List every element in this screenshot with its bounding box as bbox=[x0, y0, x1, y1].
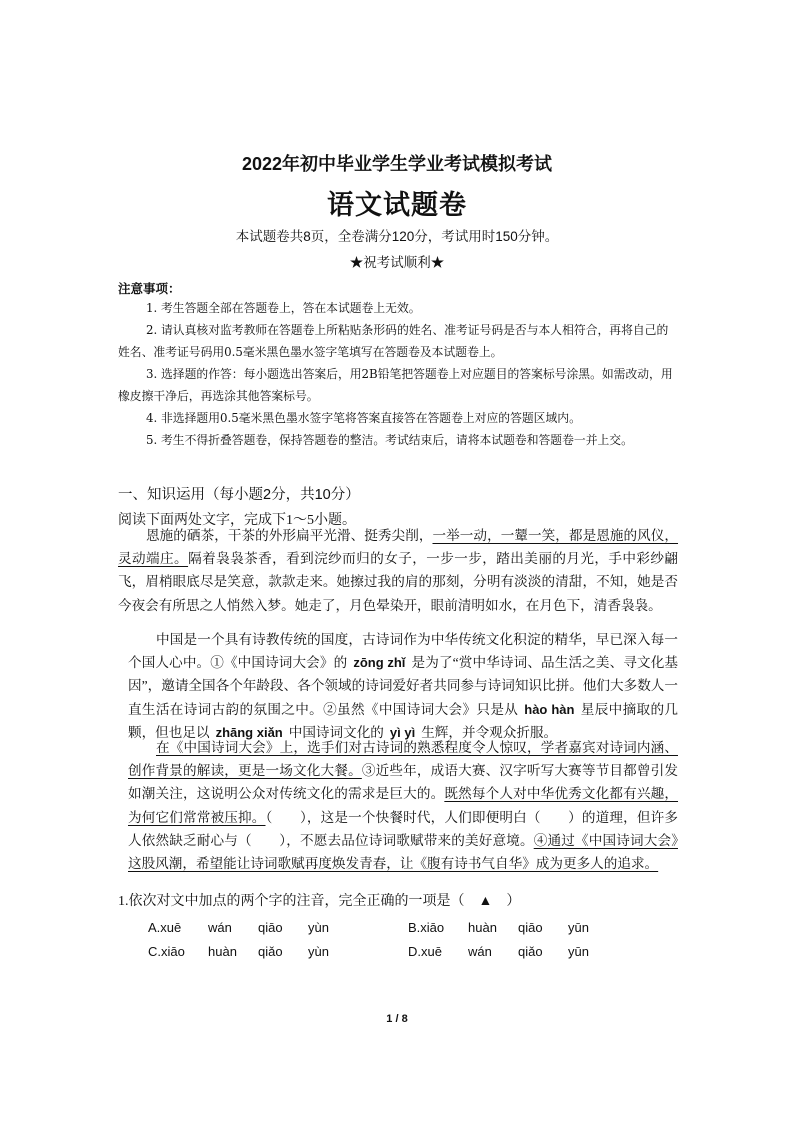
underlined-sentence: 既然每个人对中华优秀文化都有兴趣，为何它们常常被压抑。 bbox=[128, 786, 679, 825]
option-a[interactable] bbox=[148, 916, 408, 940]
notice-item: 3. 选择题的作答：每小题选出答案后，用2B铅笔把答题卷上对应题目的答案标号涂黑。如需改动，用橡皮擦干净后，再选涂其他答案标号。 bbox=[118, 367, 673, 403]
subject-title: 语文试题卷 bbox=[327, 190, 467, 221]
option-label: C.xiāo bbox=[148, 944, 185, 959]
option-label: A.xuē bbox=[148, 920, 182, 935]
passage-text: 生辉，并令观众折服。 bbox=[421, 724, 558, 740]
notice-heading: 注意事项： bbox=[118, 282, 181, 296]
notice-item: 5. 考生不得折叠答题卷，保持答题卷的整洁。考试结束后，请将本试题卷和答题卷一并上交。 bbox=[146, 433, 633, 447]
option-syllable: qiāo bbox=[258, 920, 283, 935]
blessing-text: ★祝考试顺利★ bbox=[349, 255, 445, 270]
option-syllable: yùn bbox=[308, 920, 329, 935]
option-syllable: wán bbox=[208, 920, 232, 935]
passage-text: 是为了“赏中华诗词、品生活之美、寻文化基因”，邀请全国各个年龄段、各个领域的诗词爱好者共同参与诗词知识比拼。他们大多数人一直生活在诗词古韵的氛围之中。②虽然《中国诗词大会》只是从 bbox=[128, 655, 678, 717]
notice-item: 1. 考生答题全部在答题卷上，答在本试题卷上无效。 bbox=[146, 301, 421, 315]
notice-item: 4. 非选择题用0.5毫米黑色墨水签字笔将答案直接答在答题卷上对应的答题区域内。 bbox=[146, 411, 581, 425]
option-b[interactable] bbox=[408, 916, 668, 940]
passage-text: （ ），这是一个快餐时代，人们即便明白（ ）的道理，但许多人依然缺乏耐心与（ ），不愿去品位诗词歌赋带来的美好意境。 bbox=[128, 809, 678, 848]
option-label: B.xiāo bbox=[408, 920, 445, 935]
passage-1-text: 恩施的硒茶，干茶的外形扁平光滑、挺秀尖削， bbox=[146, 528, 433, 543]
pinyin-blank: yì yì bbox=[389, 724, 416, 740]
passage-text: ③近些年，成语大赛、汉字听写大赛等节目都曾引发如潮关注，这说明公众对传统文化的需求是巨大的。 bbox=[128, 763, 679, 802]
option-label: D.xuē bbox=[408, 944, 442, 959]
underlined-sentence: 一举一动，一颦一笑，都是恩施的风仪，灵动端庄。 bbox=[118, 528, 679, 567]
option-syllable: qiāo bbox=[518, 920, 543, 935]
passage-text: 星辰中摘取的几颗，但也足以 bbox=[128, 701, 678, 740]
option-row bbox=[148, 916, 668, 940]
page-number: 1 / 8 bbox=[386, 1013, 408, 1025]
option-d[interactable] bbox=[408, 940, 668, 964]
passage-1 bbox=[118, 524, 678, 617]
passage-2-para-2 bbox=[128, 736, 678, 875]
exam-info: 本试题卷共8页，全卷满分120分，考试用时150分钟。 bbox=[235, 229, 559, 244]
option-syllable: yūn bbox=[568, 920, 589, 935]
option-row bbox=[148, 940, 668, 964]
option-syllable: huàn bbox=[468, 920, 497, 935]
option-syllable: huàn bbox=[208, 944, 237, 959]
notice-item: 2. 请认真核对监考教师在答题卷上所粘贴条形码的姓名、准考证号码是否与本人相符合，再将自己的姓名、准考证号码用0.5毫米黑色墨水签字笔填写在答题卷及本试题卷上。 bbox=[118, 323, 669, 359]
question-1-options bbox=[148, 916, 668, 964]
notice-block bbox=[118, 279, 680, 451]
passage-1-text: 隔着袅袅茶香，看到浣纱而归的女子，一步一步，踏出美丽的月光，手中彩纱翩飞，眉梢眼底尽是笑意，款款走来。她擦过我的肩的那刻，分明有淡淡的清甜，不知，她是否今夜会有所思之人悄然入梦。她走了，月色晕染开，眼前清明如水，在月色下，清香袅袅。 bbox=[118, 551, 679, 613]
passage-text: 中国诗词文化的 bbox=[288, 724, 384, 740]
pinyin-blank: hào hàn bbox=[524, 701, 575, 717]
section-intro: 阅读下面两处文字，完成下1～5小题。 bbox=[118, 513, 356, 528]
question-1-stem: 1.依次对文中加点的两个字的注音，完全正确的一项是（ ▲ ） bbox=[118, 894, 521, 909]
passage-text: 中国是一个具有诗教传统的国度，古诗词作为中华传统文化积淀的精华，早已深入每一个国人心中。①《中国诗词大会》的 bbox=[128, 632, 678, 671]
option-syllable: qiǎo bbox=[518, 944, 543, 959]
option-c[interactable] bbox=[148, 940, 408, 964]
option-syllable: yùn bbox=[308, 944, 329, 959]
pinyin-blank: zhāng xiǎn bbox=[215, 724, 283, 740]
option-syllable: wán bbox=[468, 944, 492, 959]
underlined-sentence: ④通过《中国诗词大会》这股风潮，希望能让诗词歌赋再度焕发青春，让《腹有诗书气自华》成为更多人的追求。 bbox=[128, 832, 678, 872]
underlined-sentence: 在《中国诗词大会》上，选手们对古诗词的熟悉程度令人惊叹，学者嘉宾对诗词内涵、创作背景的解读，更是一场文化大餐。 bbox=[128, 740, 678, 779]
option-syllable: yūn bbox=[568, 944, 589, 959]
pinyin-blank: zōng zhǐ bbox=[353, 655, 406, 671]
section-heading: 一、知识运用（每小题2分，共10分） bbox=[118, 487, 360, 503]
passage-2-para-1 bbox=[128, 628, 678, 744]
option-syllable: qiǎo bbox=[258, 944, 283, 959]
exam-title: 2022年初中毕业学生学业考试模拟考试 bbox=[241, 154, 553, 174]
